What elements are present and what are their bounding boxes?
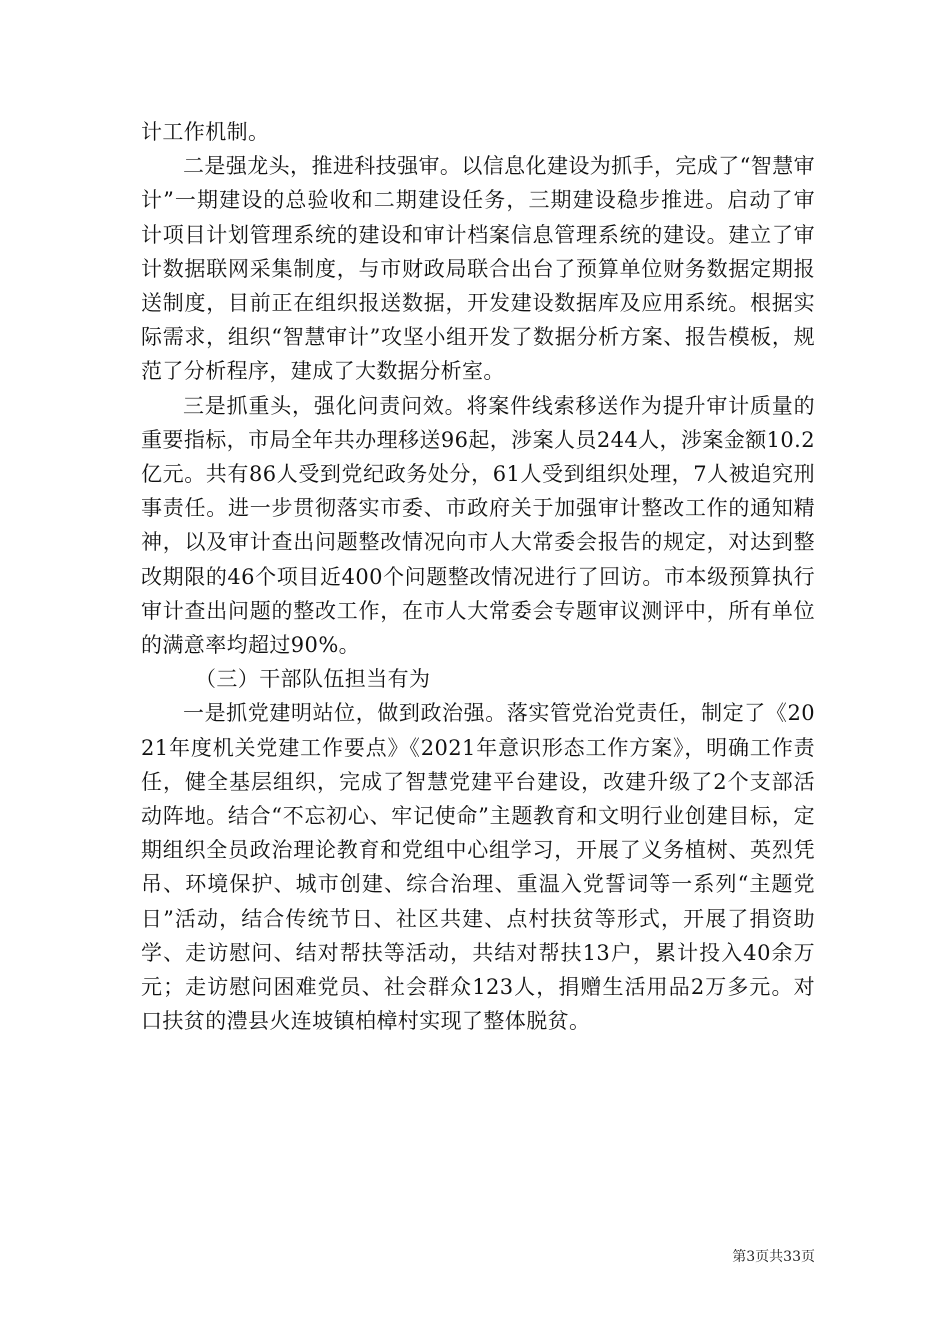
- paragraph-accountability: 三是抓重头，强化问责问效。将案件线索移送作为提升审计质量的重要指标，市局全年共办理移送96起，涉案人员244人，涉案金额10.2亿元。共有86人受到党纪政务处分，61人受到组织处理，7人被追究刑事责任。进一步贯彻落实市委、市政府关于加强审计整改工作的通知精神，以及审计查出问题整改情况向市人大常委会报告的规定，对达到整改期限的46个项目近400个问题整改情况进行了回访。市本级预算执行审计查出问题的整改工作，在市人大常委会专题审议测评中，所有单位的满意率均超过90%。: [141, 393, 815, 658]
- body-text: [141, 115, 815, 1038]
- paragraph-party-building: 一是抓党建明站位，做到政治强。落实管党治党责任，制定了《2021年度机关党建工作要点》《2021年意识形态工作方案》，明确工作责任，健全基层组织，完成了智慧党建平台建设，改建升级了2个支部活动阵地。结合“不忘初心、牢记使命”主题教育和文明行业创建目标，定期组织全员政治理论教育和党组中心组学习，开展了义务植树、英烈凭吊、环境保护、城市创建、综合治理、重温入党誓词等一系列“主题党日”活动，结合传统节日、社区共建、点村扶贫等形式，开展了捐资助学、走访慰问、结对帮扶等活动，共结对帮扶13户，累计投入40余万元；走访慰问困难党员、社会群众123人，捐赠生活用品2万多元。对口扶贫的澧县火连坡镇柏樟村实现了整体脱贫。: [141, 701, 815, 1034]
- page-number: 第3页共33页: [732, 1249, 815, 1265]
- section-heading: （三）干部队伍担当有为: [195, 667, 431, 692]
- paragraph-continuation: 计工作机制。: [141, 120, 270, 144]
- paragraph-tech-audit: 二是强龙头，推进科技强审。以信息化建设为抓手，完成了“智慧审计”一期建设的总验收和二期建设任务，三期建设稳步推进。启动了审计项目计划管理系统的建设和审计档案信息管理系统的建设。建立了审计数据联网采集制度，与市财政局联合出台了预算单位财务数据定期报送制度，目前正在组织报送数据，开发建设数据库及应用系统。根据实际需求，组织“智慧审计”攻坚小组开发了数据分析方案、报告模板，规范了分析程序，建成了大数据分析室。: [141, 154, 815, 384]
